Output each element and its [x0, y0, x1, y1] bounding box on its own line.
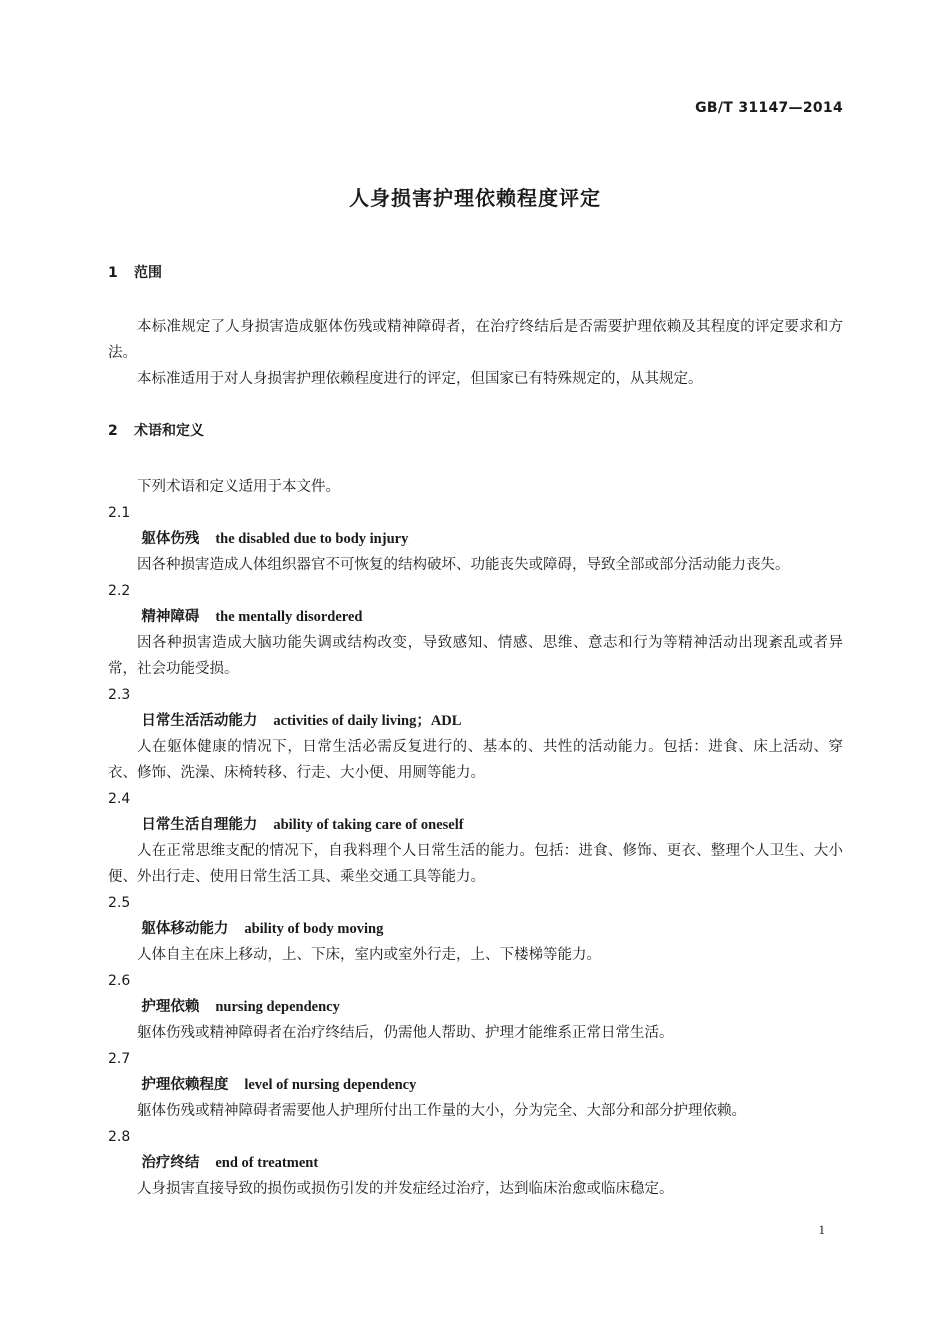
term-entry	[108, 1124, 843, 1202]
term-english: end of treatment	[215, 1155, 319, 1171]
document-title: 人身损害护理依赖程度评定	[349, 186, 601, 210]
term-definition: 人在正常思维支配的情况下，自我料理个人日常生活的能力。包括：进食、修饰、更衣、整理个人卫生、大小便、外出行走、使用日常生活工具、乘坐交通工具等能力。	[108, 843, 843, 885]
term-entry	[108, 578, 843, 682]
term-english: ability of taking care of oneself	[273, 817, 464, 833]
term-number: 2.4	[108, 791, 131, 807]
term-english: the disabled due to body injury	[215, 531, 409, 547]
term-number: 2.6	[108, 973, 131, 989]
section-heading-scope	[108, 262, 843, 284]
term-english: level of nursing dependency	[244, 1077, 417, 1093]
term-definition: 躯体伤残或精神障碍者在治疗终结后，仍需他人帮助、护理才能维系正常日常生活。	[137, 1025, 674, 1041]
term-english: ability of body moving	[244, 921, 384, 937]
term-entry	[108, 890, 843, 968]
term-entry	[108, 1046, 843, 1124]
term-definition: 躯体伤残或精神障碍者需要他人护理所付出工作量的大小，分为完全、大部分和部分护理依赖。	[137, 1103, 746, 1119]
term-definition: 人身损害直接导致的损伤或损伤引发的并发症经过治疗，达到临床治愈或临床稳定。	[137, 1181, 674, 1197]
page-number: 1	[818, 1222, 825, 1237]
term-entry	[108, 968, 843, 1046]
section-title: 范围	[134, 265, 162, 281]
document-body	[108, 262, 843, 1202]
paragraph: 本标准规定了人身损害造成躯体伤残或精神障碍者，在治疗终结后是否需要护理依赖及其程度的评定要求和方法。	[108, 319, 843, 361]
term-number: 2.5	[108, 895, 131, 911]
section-number: 2	[108, 423, 118, 439]
term-number: 2.8	[108, 1129, 131, 1145]
term-english: the mentally disordered	[215, 609, 363, 625]
term-english: activities of daily living；ADL	[273, 713, 462, 729]
term-chinese: 躯体伤残	[141, 531, 200, 547]
term-number: 2.3	[108, 687, 131, 703]
term-chinese: 日常生活活动能力	[141, 713, 258, 729]
term-chinese: 精神障碍	[141, 609, 200, 625]
term-definition: 因各种损害造成人体组织器官不可恢复的结构破坏、功能丧失或障碍，导致全部或部分活动能力丧失。	[137, 557, 790, 573]
term-definition: 因各种损害造成大脑功能失调或结构改变，导致感知、情感、思维、意志和行为等精神活动出现紊乱或者异常，社会功能受损。	[108, 635, 843, 677]
term-chinese: 护理依赖程度	[141, 1077, 229, 1093]
term-number: 2.2	[108, 583, 131, 599]
term-chinese: 日常生活自理能力	[141, 817, 258, 833]
term-english: nursing dependency	[215, 999, 340, 1015]
paragraph: 本标准适用于对人身损害护理依赖程度进行的评定，但国家已有特殊规定的，从其规定。	[137, 371, 703, 387]
section-heading-terms	[108, 420, 843, 442]
term-number: 2.7	[108, 1051, 131, 1067]
term-chinese: 护理依赖	[141, 999, 200, 1015]
term-entry	[108, 682, 843, 786]
term-definition: 人在躯体健康的情况下，日常生活必需反复进行的、基本的、共性的活动能力。包括：进食、床上活动、穿衣、修饰、洗澡、床椅转移、行走、大小便、用厕等能力。	[108, 739, 843, 781]
term-number: 2.1	[108, 505, 131, 521]
section-title: 术语和定义	[134, 423, 204, 439]
term-definition: 人体自主在床上移动，上、下床，室内或室外行走，上、下楼梯等能力。	[137, 947, 601, 963]
term-chinese: 治疗终结	[141, 1155, 200, 1171]
standard-code: GB/T 31147—2014	[695, 100, 843, 116]
section-number: 1	[108, 265, 118, 281]
term-chinese: 躯体移动能力	[141, 921, 229, 937]
paragraph: 下列术语和定义适用于本文件。	[137, 479, 340, 495]
term-entry	[108, 786, 843, 890]
term-entry	[108, 500, 843, 578]
